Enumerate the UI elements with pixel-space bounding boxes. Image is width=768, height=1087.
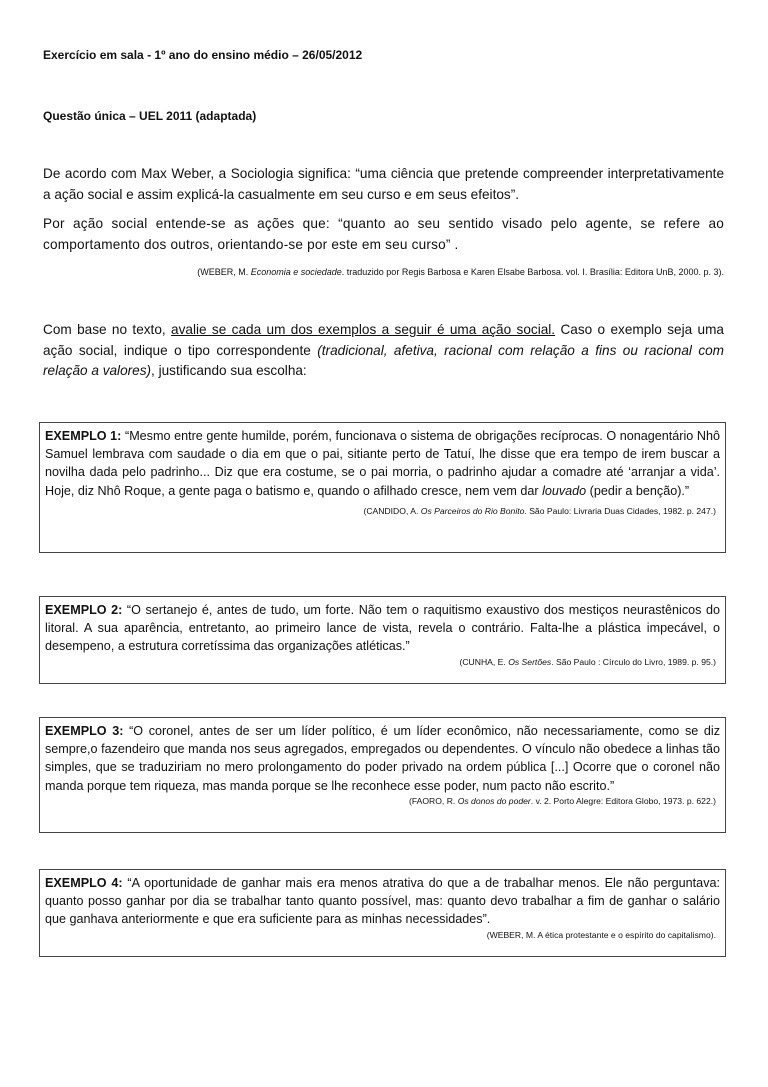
example-3-label: EXEMPLO 3: [45,724,124,738]
example-3-source: (FAORO, R. Os donos do poder. v. 2. Porto Alegre: Editora Globo, 1973. p. 622.) [408,795,716,806]
example-2-source: (CUNHA, E. Os Sertões. São Paulo : Círculo do Livro, 1989. p. 95.) [459,656,716,667]
example-1-box [39,422,726,553]
example-1-source: (CANDIDO, A. Os Parceiros do Rio Bonito. São Paulo: Livraria Duas Cidades, 1982. p. 247.) [363,505,716,516]
example-1-label: EXEMPLO 1: [45,429,122,443]
example-3-box [39,717,726,833]
example-2-text: EXEMPLO 2: “O sertanejo é, antes de tudo, um forte. Não tem o raquitismo exaustivo dos mestiços neurastênicos do litoral. A sua aparência, entretanto, ao primeiro lance de vista, revela o contrário. Falta-lhe a plástica impecável, o desempeno, a estrutura corretíssima das organizações atléticas.” [45,603,720,654]
intro-paragraph-1: De acordo com Max Weber, a Sociologia significa: “uma ciência que pretende compreender interpretativamente a ação social e assim explicá-la casualmente em seu curso e em seus efeitos”. [43,166,724,202]
example-2-label: EXEMPLO 2: [45,603,123,617]
intro-paragraph-2: Por ação social entende-se as ações que: “quanto ao seu sentido visado pelo agente, se refere ao comportamento dos outros, orientando-se por este em seu curso” . [43,216,724,252]
example-4-box [39,869,726,957]
action-types: (tradicional, afetiva, racional com relação a fins ou racional com relação a valores) [43,342,724,378]
example-2-box [39,596,726,684]
example-4-source: (WEBER, M. A ética protestante e o espírito do capitalismo). [486,929,716,940]
example-3-text: EXEMPLO 3: “O coronel, antes de ser um líder político, é um líder econômico, não necessariamente, como se diz sempre,o fazendeiro que manda nos seus agregados, empregados ou dependentes. O vínculo não obedece a linhas tão simples, que se traduziriam no mero prolongamento do poder privado na ordem pública [...] Ocorre que o coronel não manda porque tem riqueza, mas manda porque se lhe reconhece esse poder, num pacto não escrito.” [45,724,720,793]
instruction-paragraph: Com base no texto, avalie se cada um dos exemplos a seguir é uma ação social. Caso o exemplo seja uma ação social, indique o tipo correspondente (tradicional, afetiva, racional com relação a fins ou racional com relação a valores), justificando sua escolha: [43,322,724,378]
exercise-title: Exercício em sala - 1º ano do ensino médio – 26/05/2012 [43,48,363,62]
intro-reference: (WEBER, M. Economia e sociedade. traduzido por Regis Barbosa e Karen Elsabe Barbosa. vol. I. Brasília: Editora UnB, 2000. p. 3). [197,267,724,277]
example-4-label: EXEMPLO 4: [45,876,123,890]
example-4-text: EXEMPLO 4: “A oportunidade de ganhar mais era menos atrativa do que a de trabalhar menos. Ele não perguntava: quanto posso ganhar por dia se trabalhar tanto quanto possível, mas: quanto devo trabalhar a fim de ganhar o salário que ganhava anteriormente e que era suficiente para as minhas necessidades”. [45,876,720,927]
question-title: Questão única – UEL 2011 (adaptada) [43,109,257,123]
example-1-text: EXEMPLO 1: “Mesmo entre gente humilde, porém, funcionava o sistema de obrigações recíprocas. O nonagentário Nhô Samuel lembrava com saudade o dia em que o pai, sitiante perto de Tatuí, lhe disse que era tempo de irem buscar a novilha dada pelo padrinho... Diz que era costume, se o pai morria, o padrinho ajudar a comadre até ‘arranjar a vida’. Hoje, diz Nhô Roque, a gente paga o batismo e, quando o afilhado cresce, nem vem dar louvado (pedir a benção).” [45,429,720,498]
instruction-underlined: avalie se cada um dos exemplos a seguir é uma ação social. [171,322,556,337]
